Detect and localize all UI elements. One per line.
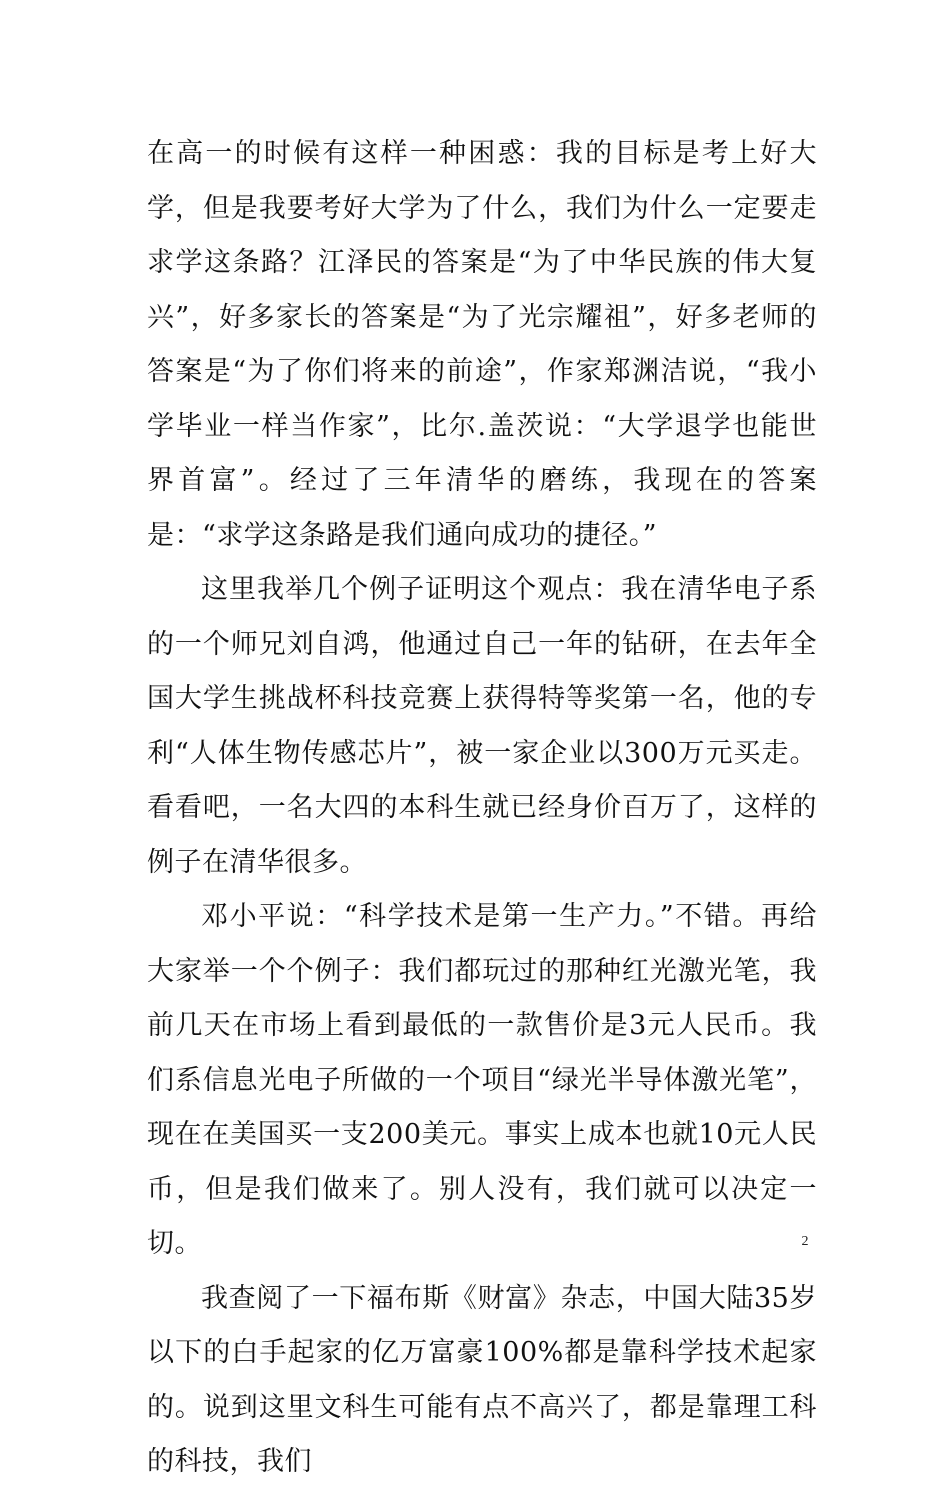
page-number: 2 — [801, 1234, 809, 1249]
paragraph-4: 我查阅了一下福布斯《财富》杂志，中国大陆35岁以下的白手起家的亿万富豪100%都是靠科学技术起家的。说到这里文科生可能有点不高兴了，都是靠理工科的科技，我们 — [147, 1282, 817, 1477]
paragraph-3: 邓小平说：“科学技术是第一生产力。”不错。再给大家举一个个例子：我们都玩过的那种红光激光笔，我前几天在市场上看到最低的一款售价是3元人民币。我们系信息光电子所做的一个项目“绿光半导体激光笔”，现在在美国买一支200美元。事实上成本也就10元人民币，但是我们做来了。别人没有，我们就可以决定一切。 — [147, 901, 817, 1259]
body-text — [147, 127, 817, 1490]
paragraph-2: 这里我举几个例子证明这个观点：我在清华电子系的一个师兄刘自鸿，他通过自己一年的钻研，在去年全国大学生挑战杯科技竞赛上获得特等奖第一名，他的专利“人体生物传感芯片”，被一家企业以300万元买走。看看吧，一名大四的本科生就已经身价百万了，这样的例子在清华很多。 — [147, 574, 817, 878]
paragraph-1: 在高一的时候有这样一种困惑：我的目标是考上好大学，但是我要考好大学为了什么，我们为什么一定要走求学这条路？江泽民的答案是“为了中华民族的伟大复兴”，好多家长的答案是“为了光宗耀祖”，好多老师的答案是“为了你们将来的前途”，作家郑渊洁说，“我小学毕业一样当作家”，比尔.盖茨说：“大学退学也能世界首富”。经过了三年清华的磨练，我现在的答案是：“求学这条路是我们通向成功的捷径。” — [147, 138, 817, 551]
